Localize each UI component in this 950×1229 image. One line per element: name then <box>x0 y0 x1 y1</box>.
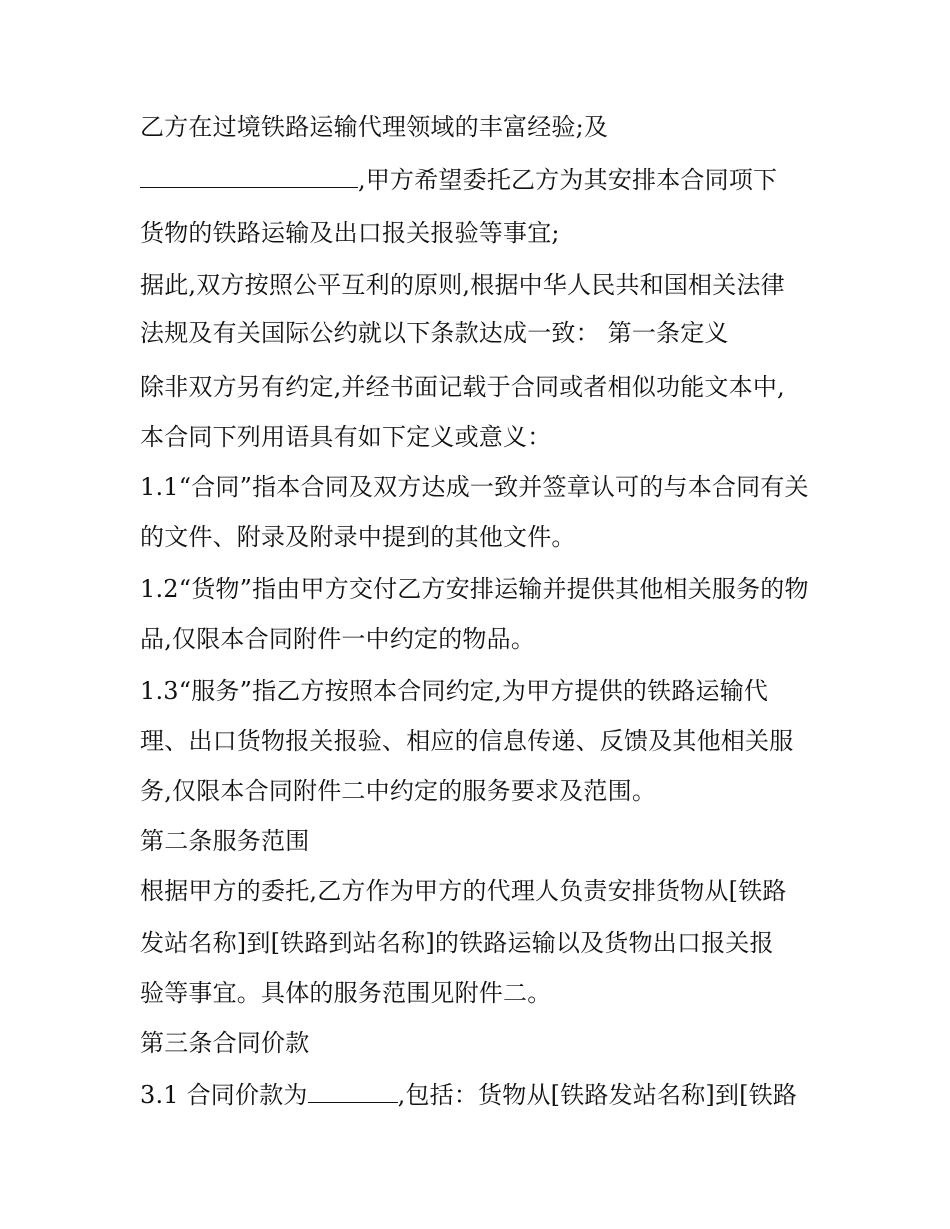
text-line: 根据甲方的委托,乙方作为甲方的代理人负责安排货物从[铁路 <box>140 877 787 905</box>
text-line: 除非双方另有约定,并经书面记载于合同或者相似功能文本中, <box>140 373 785 401</box>
text-line: 货物的铁路运输及出口报关报验等事宜; <box>140 219 560 247</box>
text-line: 法规及有关国际公约就以下条款达成一致： 第一条定义 <box>140 319 729 347</box>
text-line: 本合同下列用语具有如下定义或意义： <box>140 423 552 451</box>
clause-1-1: 1.1“合同”指本合同及双方达成一致并签章认可的与本合同有关 <box>140 473 809 501</box>
text-fragment: ,包括：货物从[铁路发站名称]到[铁路 <box>397 1081 798 1109</box>
fill-in-blank[interactable] <box>140 165 358 188</box>
text-line: 据此,双方按照公平互利的原则,根据中华人民共和国相关法律 <box>140 271 785 299</box>
section-heading-3: 第三条合同价款 <box>140 1029 310 1057</box>
text-line: 品,仅限本合同附件一中约定的物品。 <box>140 625 536 653</box>
clause-3-1 <box>140 1080 797 1110</box>
clause-1-2: 1.2“货物”指由甲方交付乙方安排运输并提供其他相关服务的物 <box>140 575 809 603</box>
text-line: 发站名称]到[铁路到站名称]的铁路运输以及货物出口报关报 <box>140 929 774 957</box>
text-line: 理、出口货物报关报验、相应的信息传递、反馈及其他相关服 <box>140 727 794 755</box>
clause-1-3: 1.3“服务”指乙方按照本合同约定,为甲方提供的铁路运输代 <box>140 677 769 705</box>
text-fragment: ,甲方希望委托乙方为其安排本合同项下 <box>358 166 778 194</box>
text-line: 的文件、附录及附录中提到的其他文件。 <box>140 523 576 551</box>
text-fragment: 3.1 合同价款为 <box>140 1081 308 1109</box>
fill-in-blank[interactable] <box>308 1080 398 1103</box>
text-line: 乙方在过境铁路运输代理领域的丰富经验;及 <box>140 113 609 141</box>
text-line-with-blank <box>140 165 777 195</box>
text-line: 务,仅限本合同附件二中约定的服务要求及范围。 <box>140 777 657 805</box>
text-line: 验等事宜。具体的服务范围见附件二。 <box>140 979 552 1007</box>
section-heading-2: 第二条服务范围 <box>140 827 310 855</box>
